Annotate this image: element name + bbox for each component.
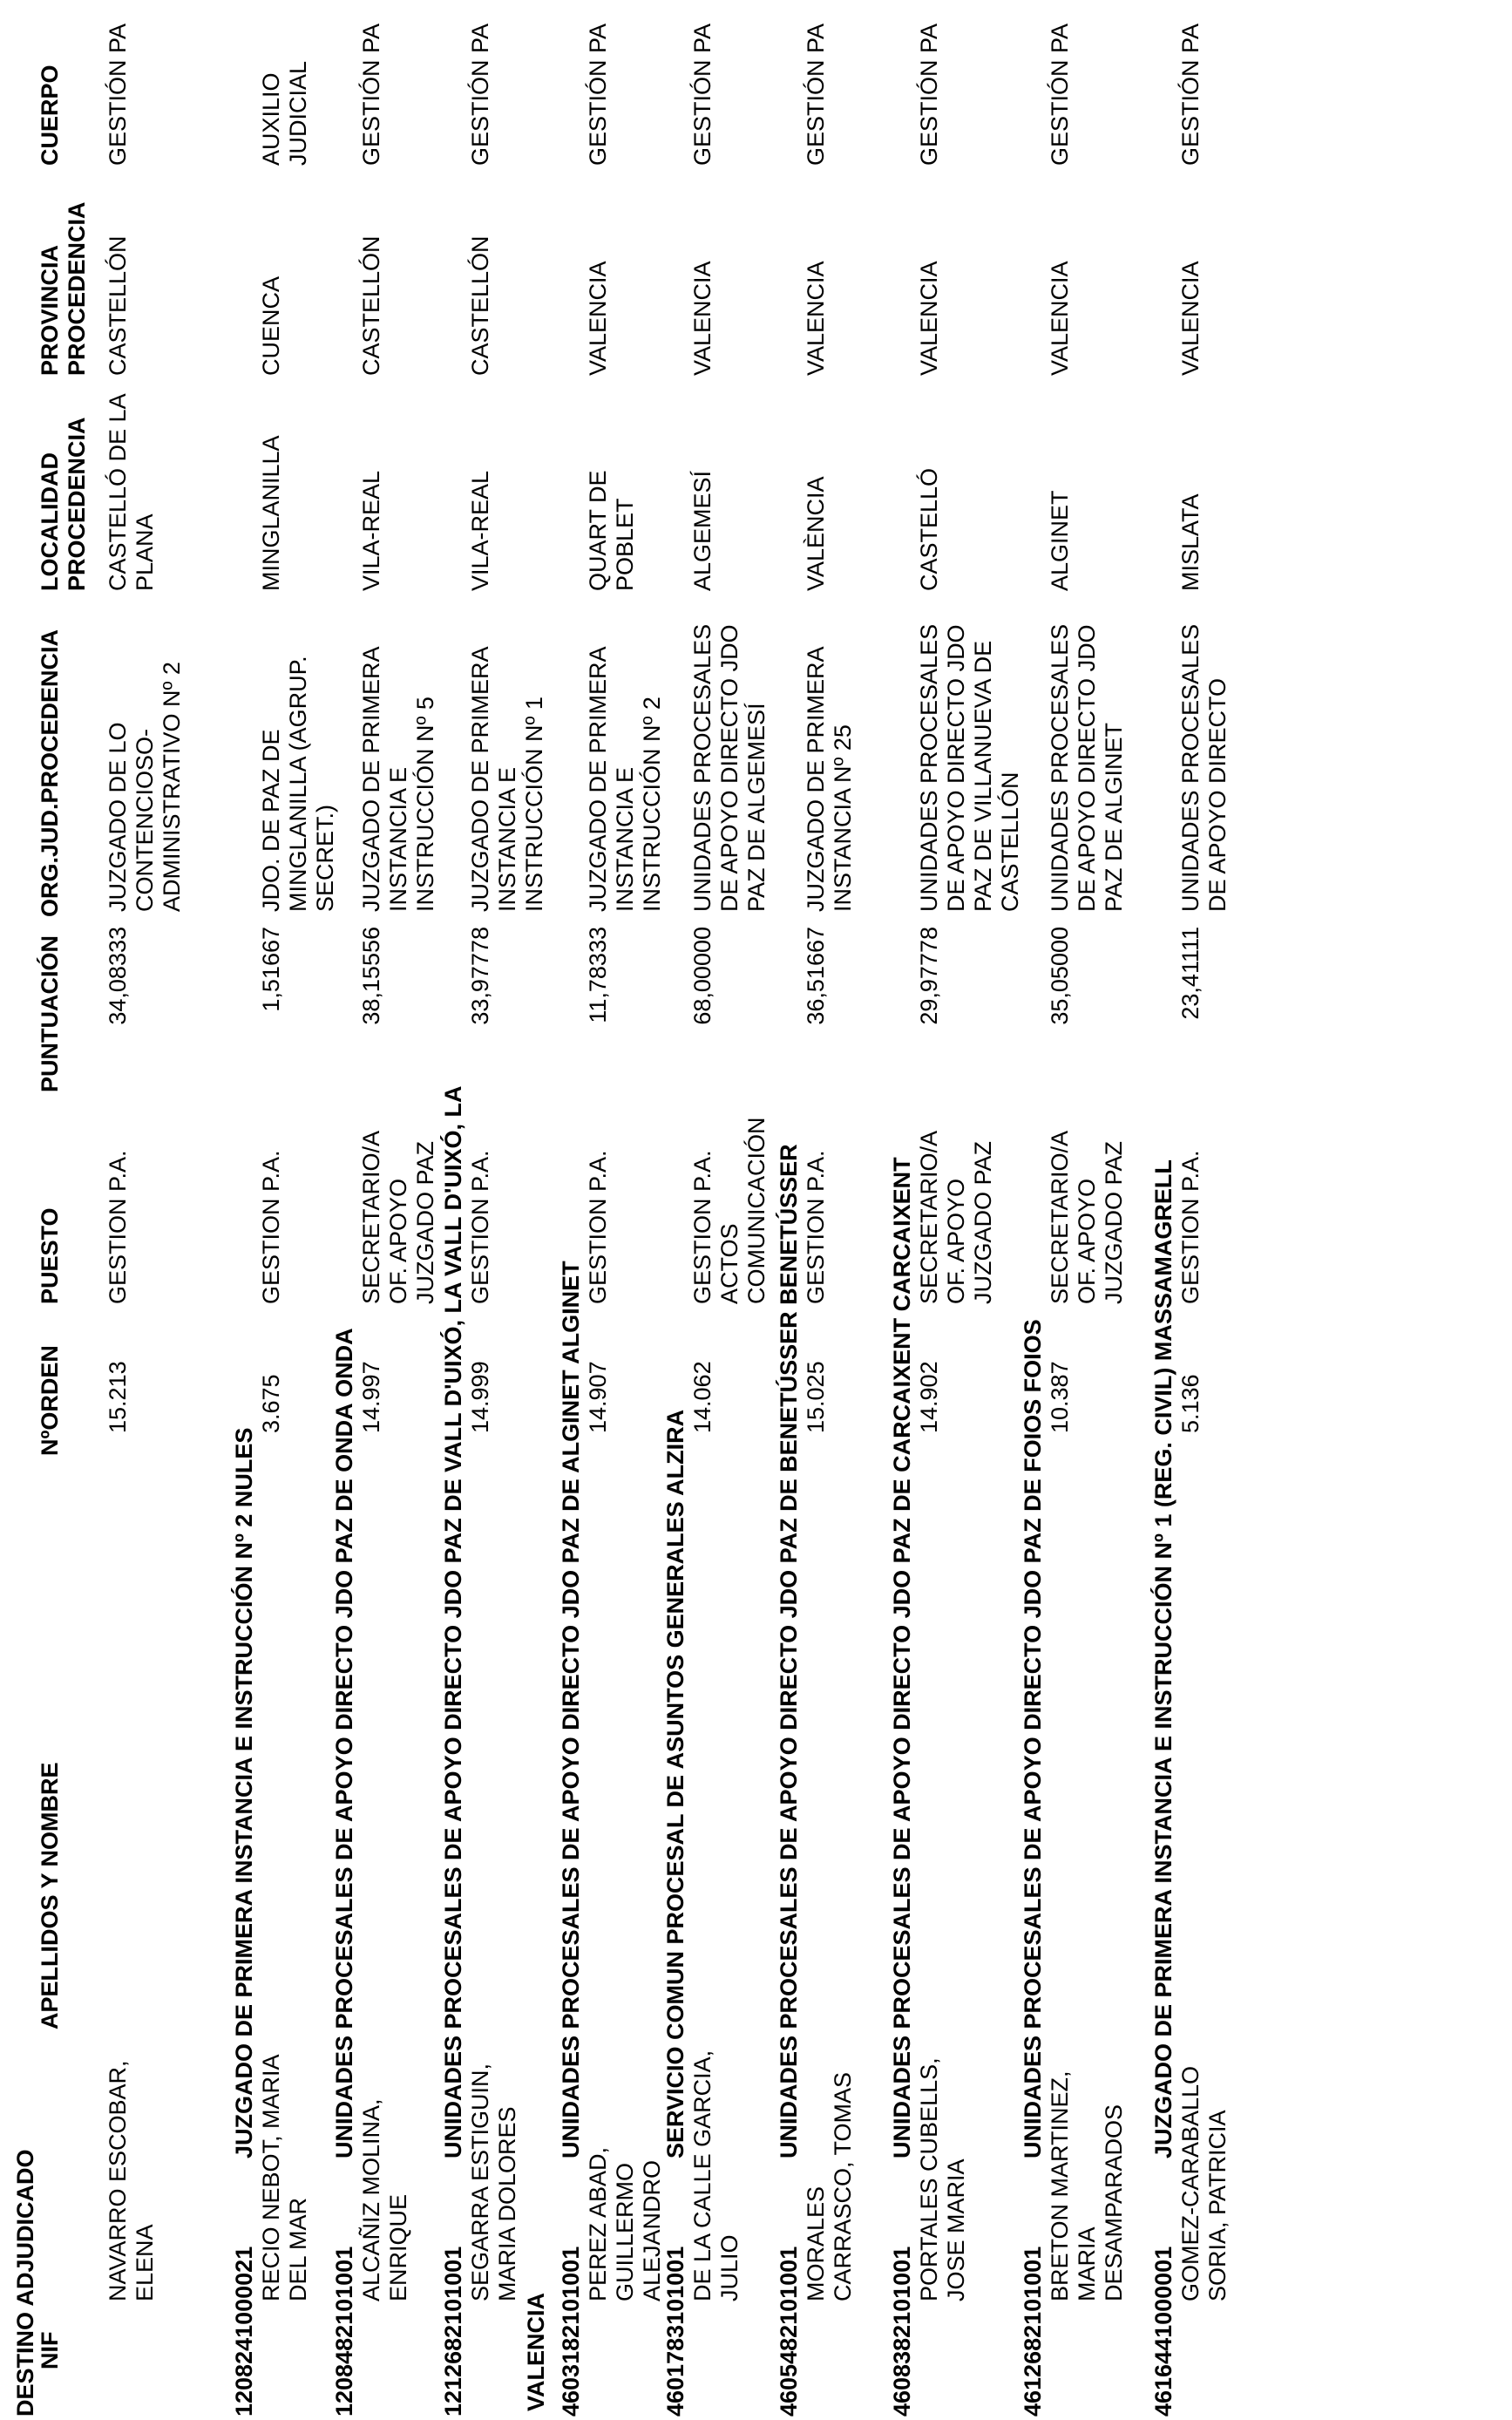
cell-puesto: SECRETARIO/A OF. APOYO JUZGADO PAZ (358, 1132, 438, 1304)
cell-norden: 14.902 (916, 1361, 942, 1433)
cell-puesto: SECRETARIO/A OF. APOYO JUZGADO PAZ (1047, 1132, 1127, 1304)
cell-norden: 14.999 (467, 1361, 493, 1433)
cell-provincia: VALENCIA (803, 261, 829, 376)
header-cuerpo: CUERPO (37, 65, 63, 166)
cell-provincia: CASTELLÓN (358, 235, 384, 376)
cell-puesto: GESTION P.A. (803, 1150, 829, 1304)
cell-provincia: VALENCIA (1047, 261, 1073, 376)
destino-code: 1208241000021 (231, 2246, 257, 2417)
cell-puntuacion: 11,78333 (585, 927, 611, 1023)
destino-code: 4608382101001 (889, 2246, 915, 2417)
cell-puntuacion: 34,08333 (105, 927, 131, 1025)
cell-cuerpo: GESTIÓN PA (467, 23, 493, 166)
header-org-jud: ORG.JUD.PROCEDENCIA (37, 629, 63, 917)
destino-code: 4616441000001 (1150, 2246, 1176, 2417)
cell-puesto: GESTION P.A. (467, 1150, 493, 1304)
cell-nombre: DE LA CALLE GARCIA, JULIO (689, 2050, 742, 2301)
destino-code: 4603182101001 (558, 2246, 584, 2417)
cell-org-jud: JUZGADO DE PRIMERA INSTANCIA Nº 25 (803, 647, 856, 912)
cell-localidad: CASTELLÓ DE LA PLANA (105, 394, 158, 591)
cell-puntuacion: 68,00000 (689, 927, 715, 1025)
cell-localidad: VILA-REAL (467, 470, 493, 591)
cell-puntuacion: 33,97778 (467, 927, 493, 1025)
cell-provincia: VALENCIA (1177, 261, 1203, 376)
cell-puntuacion: 38,15556 (358, 927, 384, 1025)
province-label-valencia: VALENCIA (523, 2292, 549, 2411)
cell-nombre: GOMEZ-CARABALLO SORIA, PATRICIA (1177, 2065, 1231, 2301)
cell-norden: 14.907 (585, 1361, 611, 1433)
cell-puesto: GESTION P.A. ACTOS COMUNICACIÓN (689, 1117, 770, 1304)
cell-localidad: QUART DE POBLET (585, 470, 638, 591)
cell-cuerpo: GESTIÓN PA (689, 23, 715, 166)
cell-norden: 14.062 (689, 1361, 715, 1433)
header-puesto: PUESTO (37, 1207, 63, 1304)
cell-nombre: PORTALES CUBELLS, JOSE MARIA (916, 2057, 969, 2301)
cell-cuerpo: AUXILIO JUDICIAL (258, 60, 311, 166)
cell-nombre: SEGARRA ESTIGUIN, MARIA DOLORES (467, 2063, 520, 2301)
destino-name: UNIDADES PROCESALES DE APOYO DIRECTO JDO PAZ DE CARCAIXENT CARCAIXENT (889, 1157, 915, 2158)
cell-norden: 15.025 (803, 1361, 829, 1433)
cell-norden: 15.213 (105, 1361, 131, 1433)
cell-puesto: GESTION P.A. (258, 1150, 284, 1304)
cell-org-jud: JUZGADO DE PRIMERA INSTANCIA E INSTRUCCIÓN Nº 5 (358, 647, 438, 912)
destino-code: 4601783101001 (662, 2246, 688, 2417)
header-apellidos: APELLIDOS Y NOMBRE (37, 1762, 63, 2029)
cell-nombre: NAVARRO ESCOBAR, ELENA (105, 2060, 158, 2301)
cell-puesto: GESTION P.A. (1177, 1150, 1203, 1304)
cell-org-jud: JDO. DE PAZ DE MINGLANILLA (AGRUP. SECRET.) (258, 656, 338, 912)
cell-localidad: CASTELLÓ (916, 467, 942, 591)
cell-cuerpo: GESTIÓN PA (358, 23, 384, 166)
cell-localidad: MINGLANILLA (258, 435, 284, 591)
cell-org-jud: UNIDADES PROCESALES DE APOYO DIRECTO JDO PAZ DE ALGEMESÍ (689, 623, 770, 912)
destino-name: SERVICIO COMUN PROCESAL DE ASUNTOS GENERALES ALZIRA (662, 1409, 688, 2158)
destino-name: UNIDADES PROCESALES DE APOYO DIRECTO JDO PAZ DE VALL D'UIXÓ, LA VALL D'UIXÓ, LA (440, 1085, 466, 2158)
cell-cuerpo: GESTIÓN PA (803, 23, 829, 166)
cell-cuerpo: GESTIÓN PA (585, 23, 611, 166)
cell-nombre: RECIO NEBOT, MARIA DEL MAR (258, 2055, 311, 2301)
header-localidad: LOCALIDAD PROCEDENCIA (37, 417, 90, 591)
cell-provincia: CASTELLÓN (105, 235, 131, 376)
cell-provincia: VALENCIA (585, 261, 611, 376)
destino-code: 1208482101001 (331, 2246, 357, 2417)
cell-org-jud: UNIDADES PROCESALES DE APOYO DIRECTO JDO PAZ DE ALGINET (1047, 623, 1127, 912)
cell-localidad: MISLATA (1177, 493, 1203, 591)
cell-puesto: GESTION P.A. (105, 1150, 131, 1304)
cell-norden: 3.675 (258, 1374, 284, 1433)
cell-provincia: CASTELLÓN (467, 235, 493, 376)
cell-nombre: ALCAÑIZ MOLINA, ENRIQUE (358, 2098, 411, 2301)
cell-norden: 10.387 (1047, 1361, 1073, 1433)
destino-name: UNIDADES PROCESALES DE APOYO DIRECTO JDO PAZ DE BENETÚSSER BENETÚSSER (776, 1144, 802, 2158)
destino-name: JUZGADO DE PRIMERA INSTANCIA E INSTRUCCIÓN Nº 1 (REG. CIVIL) MASSAMAGRELL (1150, 1159, 1176, 2158)
cell-provincia: CUENCA (258, 275, 284, 376)
cell-org-jud: UNIDADES PROCESALES DE APOYO DIRECTO (1177, 623, 1231, 912)
cell-puesto: GESTION P.A. (585, 1150, 611, 1304)
cell-cuerpo: GESTIÓN PA (1047, 23, 1073, 166)
destino-name: UNIDADES PROCESALES DE APOYO DIRECTO JDO PAZ DE ALGINET ALGINET (558, 1261, 584, 2158)
header-provincia: PROVINCIA PROCEDENCIA (37, 201, 90, 376)
cell-localidad: VILA-REAL (358, 470, 384, 591)
header-nif: NIF (37, 2331, 63, 2369)
cell-localidad: VALÈNCIA (803, 476, 829, 591)
cell-puntuacion: 1,51667 (258, 927, 284, 1012)
header-puntuacion: PUNTUACIÓN (37, 935, 63, 1092)
cell-nombre: BRETON MARTINEZ, MARIA DESAMPARADOS (1047, 2070, 1127, 2301)
cell-nombre: MORALES CARRASCO, TOMAS (803, 2071, 856, 2301)
cell-cuerpo: GESTIÓN PA (916, 23, 942, 166)
cell-nombre: PEREZ ABAD, GUILLERMO ALEJANDRO (585, 2146, 665, 2301)
destino-name: JUZGADO DE PRIMERA INSTANCIA E INSTRUCCIÓN Nº 2 NULES (231, 1427, 257, 2158)
destino-code: 4605482101001 (776, 2246, 802, 2417)
cell-provincia: VALENCIA (689, 261, 715, 376)
cell-org-jud: UNIDADES PROCESALES DE APOYO DIRECTO JDO PAZ DE VILLANUEVA DE CASTELLÓN (916, 623, 1023, 912)
cell-localidad: ALGINET (1047, 490, 1073, 591)
cell-puntuacion: 23,41111 (1177, 927, 1203, 1020)
cell-org-jud: JUZGADO DE PRIMERA INSTANCIA E INSTRUCCIÓN Nº 1 (467, 647, 547, 912)
cell-puntuacion: 36,51667 (803, 927, 829, 1025)
cell-cuerpo: GESTIÓN PA (1177, 23, 1203, 166)
cell-puntuacion: 29,97778 (916, 927, 942, 1025)
cell-localidad: ALGEMESÍ (689, 470, 715, 591)
cell-puesto: SECRETARIO/A OF. APOYO JUZGADO PAZ (916, 1132, 996, 1304)
header-norden: NºORDEN (37, 1345, 63, 1456)
cell-cuerpo: GESTIÓN PA (105, 23, 131, 166)
destino-code: 1212682101001 (440, 2246, 466, 2417)
cell-org-jud: JUZGADO DE LO CONTENCIOSO-ADMINISTRATIVO Nº 2 (105, 662, 185, 912)
cell-org-jud: JUZGADO DE PRIMERA INSTANCIA E INSTRUCCIÓN Nº 2 (585, 647, 665, 912)
destino-code: 4612682101001 (1020, 2246, 1046, 2417)
cell-norden: 14.997 (358, 1361, 384, 1433)
section-label: DESTINO ADJUDICADO (12, 2149, 38, 2417)
cell-puntuacion: 35,05000 (1047, 927, 1073, 1025)
cell-provincia: VALENCIA (916, 261, 942, 376)
cell-norden: 5.136 (1177, 1374, 1203, 1433)
destino-name: UNIDADES PROCESALES DE APOYO DIRECTO JDO PAZ DE ONDA ONDA (331, 1328, 357, 2158)
destino-name: UNIDADES PROCESALES DE APOYO DIRECTO JDO PAZ DE FOIOS FOIOS (1020, 1319, 1046, 2158)
